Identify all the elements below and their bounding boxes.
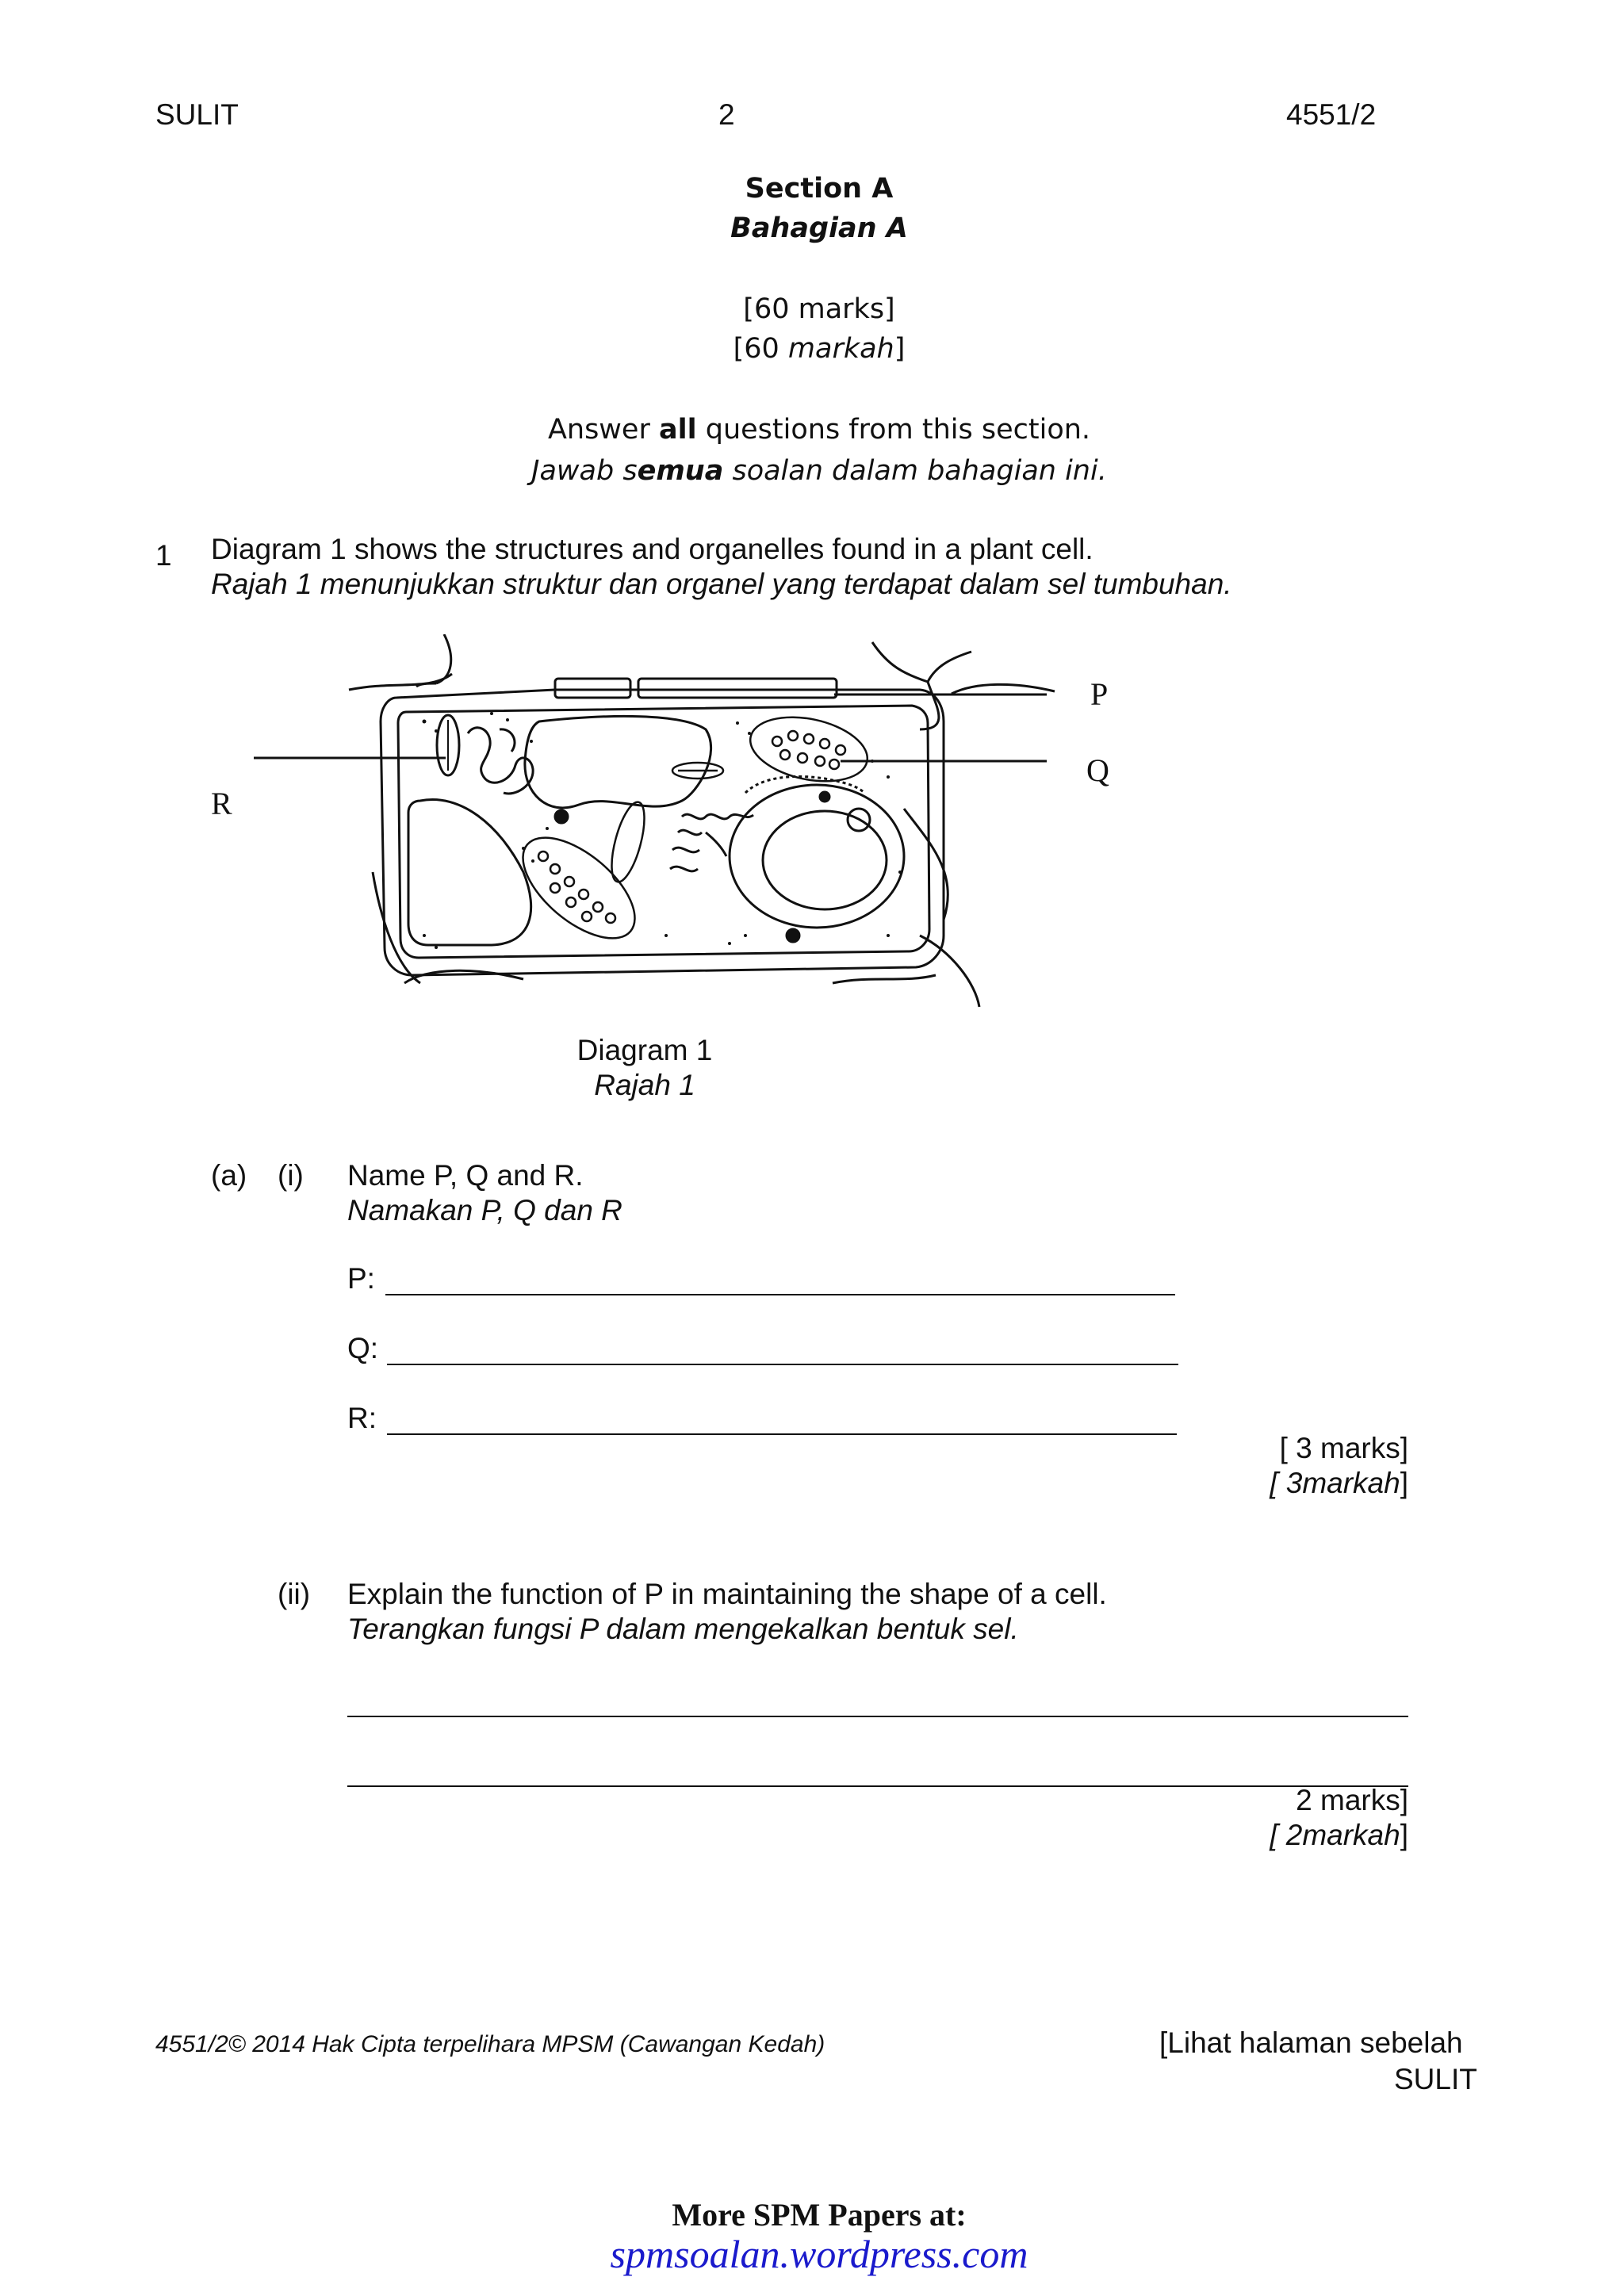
mitochondrion — [605, 799, 651, 886]
chloroplast — [745, 707, 874, 791]
marks-ms-pre: [ 3markah — [1270, 1467, 1400, 1499]
smooth-er — [468, 728, 533, 794]
wall-segment — [638, 679, 837, 698]
section-marks: [60 marks] — [743, 293, 895, 325]
plant-cell-diagram — [238, 634, 1150, 1023]
footer-sulit: SULIT — [1394, 2063, 1477, 2095]
mitochondrion — [672, 763, 723, 779]
footer-more-papers: More SPM Papers at: — [672, 2197, 967, 2233]
vacuole — [525, 716, 711, 807]
part-a-ii-marks: 2 marks] — [1296, 1784, 1408, 1816]
part-a-i-marks: [ 3 marks] — [1279, 1432, 1408, 1464]
granule-large — [555, 810, 568, 823]
page-number: 2 — [718, 98, 735, 131]
cell-wall — [381, 690, 944, 975]
answer-label-r: R: — [347, 1402, 377, 1434]
marks-ms-post: ] — [1400, 1819, 1408, 1851]
footer-next-page: [Lihat halaman sebelah — [1159, 2026, 1463, 2059]
instruction-post: questions from this section. — [696, 414, 1091, 446]
instruction-pre: Answer — [547, 414, 659, 446]
diagram-label-q: Q — [1086, 752, 1109, 788]
question-text: Diagram 1 shows the structures and organelles found in a plant cell. — [211, 533, 1094, 565]
part-a-ii-marks-ms — [1110, 1819, 1408, 1852]
footer-link[interactable]: spmsoalan.wordpress.com — [610, 2232, 1028, 2276]
adjacent-wall-top-right — [928, 652, 971, 682]
part-a-i-marks-ms — [1110, 1467, 1408, 1500]
instruction-ms-pre: Jawab s — [531, 455, 638, 487]
part-a-i-label: (i) — [278, 1159, 304, 1192]
part-a-ii-label: (ii) — [278, 1578, 311, 1610]
section-instruction — [0, 414, 1624, 446]
marks-ms-word: markah — [787, 333, 894, 365]
granule-large — [787, 929, 799, 942]
answer-line-p[interactable] — [385, 1294, 1175, 1295]
marks-ms-suffix: ] — [894, 333, 906, 365]
adjacent-wall-top-left — [349, 634, 452, 690]
paper-code: 4551/2 — [1286, 98, 1377, 131]
footer-copyright: 4551/2© 2014 Hak Cipta terpelihara MPSM (Cawangan Kedah) — [155, 2031, 825, 2057]
answer-line-ii-1[interactable] — [347, 1716, 1408, 1717]
part-a-ii-text-ms: Terangkan fungsi P dalam mengekalkan bentuk sel. — [347, 1613, 1019, 1645]
answer-label-q: Q: — [347, 1332, 379, 1364]
plasma-membrane — [398, 706, 929, 958]
section-title: Section A — [745, 173, 894, 205]
part-a-i-text: Name P, Q and R. — [347, 1159, 584, 1192]
question-number: 1 — [155, 539, 172, 572]
diagram-label-p: P — [1090, 676, 1109, 712]
answer-line-q[interactable] — [387, 1364, 1178, 1365]
section-marks-ms — [0, 333, 1624, 365]
marks-ms-pre: [ 2markah — [1270, 1819, 1400, 1851]
question-text-ms: Rajah 1 menunjukkan struktur dan organel yang terdapat dalam sel tumbuhan. — [211, 568, 1232, 600]
large-vacuole — [408, 799, 531, 945]
instruction-ms-bold: emua — [637, 455, 724, 487]
nucleus — [730, 785, 904, 928]
instruction-bold: all — [658, 414, 697, 446]
adjacent-wall-bottom-right — [920, 936, 979, 1007]
header-sulit: SULIT — [155, 98, 239, 131]
answer-line-r[interactable] — [387, 1433, 1177, 1435]
part-a-label: (a) — [211, 1159, 247, 1192]
section-instruction-ms — [0, 455, 1624, 487]
section-title-ms: Bahagian A — [730, 212, 908, 244]
diagram-caption-ms: Rajah 1 — [594, 1069, 695, 1101]
wall-segment — [555, 679, 630, 698]
diagram-caption: Diagram 1 — [576, 1034, 713, 1066]
marks-ms-post: ] — [1400, 1467, 1408, 1499]
instruction-ms-post: soalan dalam bahagian ini. — [723, 455, 1107, 487]
diagram-label-r: R — [211, 786, 232, 821]
granule-large — [820, 792, 829, 802]
part-a-ii-text: Explain the function of P in maintaining the shape of a cell. — [347, 1578, 1107, 1610]
answer-label-p: P: — [347, 1262, 375, 1295]
marks-ms-prefix: [60 — [733, 333, 788, 365]
part-a-i-text-ms: Namakan P, Q dan R — [347, 1194, 622, 1226]
